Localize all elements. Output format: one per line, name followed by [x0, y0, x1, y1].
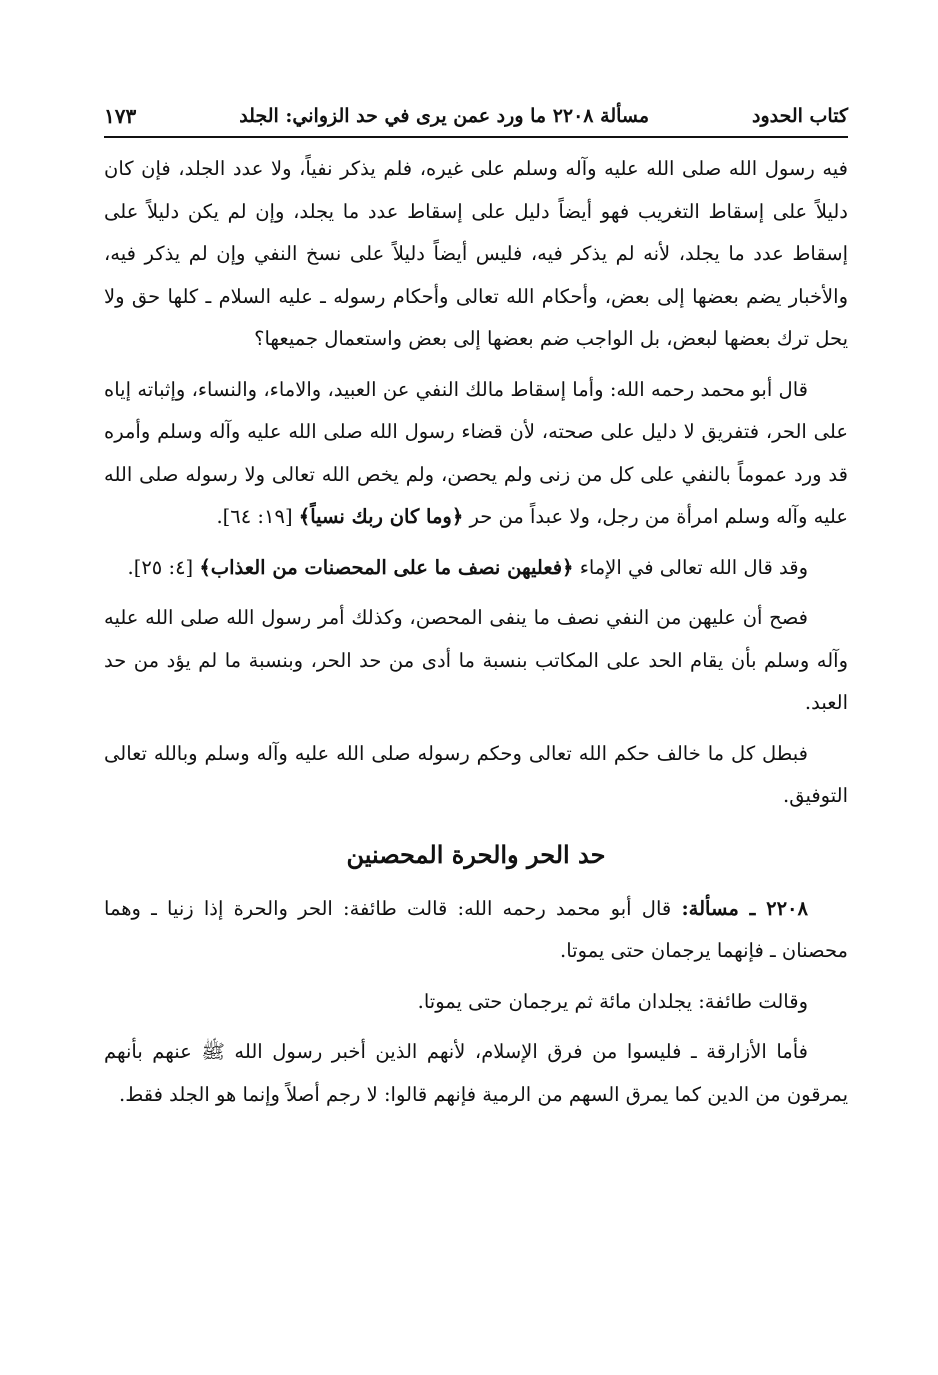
section-heading: حد الحر والحرة المحصنين	[346, 839, 606, 869]
paragraph-7: وقالت طائفة: يجلدان مائة ثم يرجمان حتى يموتا.	[417, 989, 808, 1013]
paragraph-2	[104, 369, 848, 539]
paragraph-8: فأما الأزارقة ـ فليسوا من فرق الإسلام، لأنهم الذين أخبر رسول الله ﷺ عنهم بأنهم يمرقون من الدين كما يمرق السهم من الرمية فإنهم قالوا: لا رجم أصلاً وإنما هو الجلد فقط.	[104, 1040, 848, 1106]
page-number: ١٧٣	[104, 104, 137, 128]
verse-ref-1: [١٩: ٦٤].	[216, 505, 293, 528]
page-body	[104, 148, 848, 1124]
paragraph-3	[104, 547, 848, 590]
issue-label: ٢٢٠٨ ـ مسألة:	[681, 896, 808, 920]
quran-verse-1: ﴿وما كان ربك نسياً﴾	[298, 505, 464, 528]
paragraph-2-text: قال أبو محمد رحمه الله: وأما إسقاط مالك النفي عن العبيد، والاماء، والنساء، وإثباته إياه على الحر، فتفريق لا دليل على صحته، لأن قضاء رسول الله صلى الله عليه وآله وسلم وأمره قد ورد عموماً بالنفي على كل من زنى ولم يحصن، ولم يخص الله تعالى ولا رسوله صلى الله عليه وآله وسلم امرأة من رجل، ولا عبداً من حر	[104, 377, 848, 528]
paragraph-1: فيه رسول الله صلى الله عليه وآله وسلم على غيره، فلم يذكر نفياً، ولا عدد الجلد، فإن كان دليلاً على إسقاط التغريب فهو أيضاً دليل على إسقاط عدد ما يجلد، وإن لم يكن دليلاً على إسقاط عدد ما يجلد، لأنه لم يذكر فيه، فليس أيضاً دليلاً على نسخ النفي وإن لم يذكر فيه، والأخبار يضم بعضها إلى بعض، وأحكام الله تعالى وأحكام رسوله ـ عليه السلام ـ كلها حق ولا يحل ترك بعضها لبعض، بل الواجب ضم بعضها إلى بعض واستعمال جميعها؟	[104, 157, 848, 350]
running-header	[104, 96, 848, 138]
paragraph-5: فبطل كل ما خالف حكم الله تعالى وحكم رسوله صلى الله عليه وآله وسلم وبالله تعالى التوفيق.	[104, 741, 848, 807]
verse-ref-2: [٤: ٢٥].	[127, 555, 194, 579]
paragraph-6-text: قال أبو محمد رحمه الله: قالت طائفة: الحر والحرة إذا زنيا ـ وهما محصنان ـ فإنهما يرجمان حتى يموتا.	[104, 896, 848, 962]
paragraph-3-text: وقد قال الله تعالى في الإماء	[579, 555, 808, 579]
paragraph-6	[104, 888, 848, 973]
paragraph-4: فصح أن عليهن من النفي نصف ما ينفى المحصن، وكذلك أمر رسول الله صلى الله عليه وآله وسلم بأن يقام الحد على المكاتب بنسبة ما أدى من حد الحر، وبنسبة ما لم يؤد من حد العبد.	[104, 606, 848, 714]
book-title: كتاب الحدود	[751, 105, 848, 127]
issue-title: مسألة ٢٢٠٨ ما ورد عمن يرى في حد الزواني: الجلد	[239, 105, 650, 127]
quran-verse-2: ﴿فعليهن نصف ما على المحصنات من العذاب﴾	[199, 555, 574, 579]
